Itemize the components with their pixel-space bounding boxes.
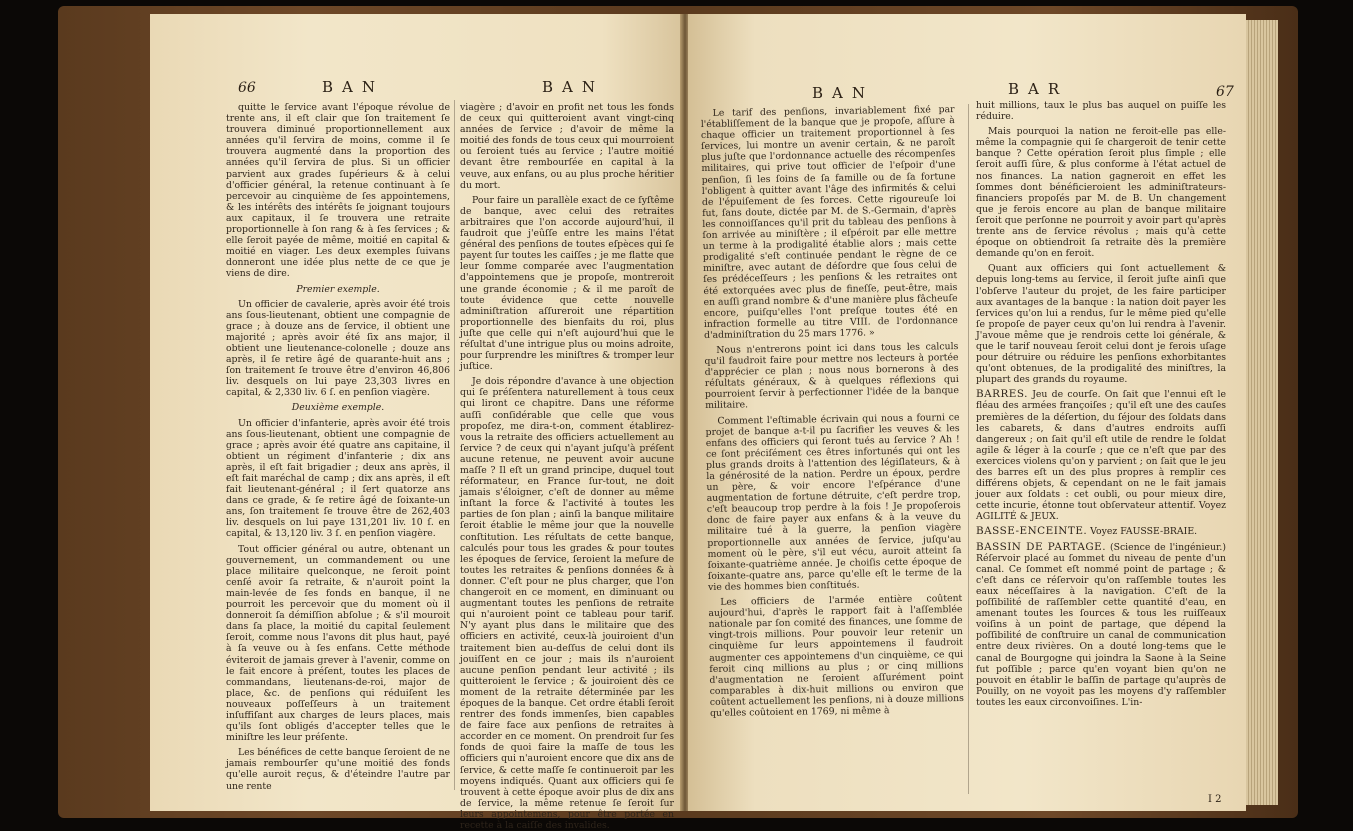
paragraph (976, 542, 1226, 708)
paragraph-text: huit millions, taux le plus bas auquel on puiſſe les réduire. (976, 100, 1226, 123)
paragraph-text: Les bénéfices de cette banque ſeroient de ne jamais rembourſer qu'une moitié des fonds qu'elle auroit reçus, & d'éteindre l'autre par une rente (226, 747, 450, 792)
paragraph (976, 526, 1226, 537)
paragraph (705, 412, 962, 593)
paragraph-text: Je dois répondre d'avance à une objection qui ſe préſentera naturellement à tous ceux qui liront ce chapitre. Dans une réforme auſſi conſidérable que celle que vous propoſez, me dira-t-on, comment établirez-vous la retraite des officiers actuellement au ſervice ? de ceux qui n'ayant juſqu'à préſent aucune retenue, ne peuvent avoir aucune maſſe ? Il eſt un grand principe, duquel tout réformateur, en France ſur-tout, ne doit jamais s'éloigner, c'eſt de donner au même inſtant la force & l'activité à toutes les parties de ſon plan ; ainſi la banque militaire ſeroit établie le même jour que la nouvelle conſtitution. Les réſultats de cette banque, calculés pour tous les grades & pour toutes les époques de ſervice, ſeroient la meſure de toutes les retraites & penſions données & à donner. C'eſt pour ne plus charger, que l'on changeroit en ce moment, en diminuant ou augmentant toutes les penſions de retraite qui n'auroient point ce tableau pour tarif. N'y ayant plus dans le militaire que des officiers en activité, ceux-là jouiroient d'un traitement bien au-deſſus de celui dont ils jouiſſent en ce jour ; mais ils n'auroient aucune penſion pendant leur activité ; ils quitteroient le ſervice ; & jouiroient dès ce moment de la retraite déterminée par les époques de la banque. Cet ordre établi ſeroit rentrer des fonds immenſes, bien capables de faire face aux penſions de retraites à accorder en ce moment. On prendroit ſur ſes fonds de quoi faire la maſſe de tous les officiers qui n'auroient encore que dix ans de ſervice, & cette maſſe ſe continueroit par les moyens indiqués. Quant aux officiers qui ſe trouvent à cette époque avoir plus de dix ans de ſervice, la même retenue ſe ſeroit ſur leurs appointemens, pour être portée en recette à la caiſſe des invalides. (460, 376, 674, 831)
paragraph (976, 126, 1226, 259)
paragraph (226, 299, 450, 399)
paragraph-text: quitte le ſervice avant l'époque révolue de trente ans, il eſt clair que ſon traitement ſe trouvera diminué proportionnellement aux années qu'il ſervira de moins, comme il ſe trouvera augmenté dans la proportion des années qu'il ſervira de plus. Si un officier parvient aux grades ſupérieurs & à celui d'officier général, la retenue continuant à ſe percevoir au cinquième de ſes appointemens, & les intérêts des intérêts ſe joignant toujours aux capitaux, il ſe trouvera une retraite proportionnelle à ſon rang & à ſes ſervices ; & elle ſeroit payée de même, moitié en capital & moitié en viager. Les deux exemples ſuivans donneront une idée plus nette de ce que je viens de dire. (226, 102, 450, 280)
paragraph-text: Premier exemple. (296, 283, 380, 295)
right-page (688, 14, 1246, 811)
text-column-1 (701, 104, 966, 808)
example-heading (226, 284, 450, 295)
paragraph (701, 104, 959, 341)
paragraph (976, 100, 1226, 122)
entry-keyword: BARRES. (976, 388, 1028, 401)
text-column-2 (460, 102, 674, 831)
paragraph (976, 389, 1226, 522)
page-number: 67 (1216, 84, 1234, 100)
paragraph-text: Mais pourquoi la nation ne feroit-elle pas elle-même la compagnie qui ſe chargeroit de tenir cette banque ? Cette opération ſeroit plus ſimple ; elle ſeroit auſſi ſûre, & plus conforme à l'état actuel de nos finances. La nation gagneroit en effet les ſommes dont bénéficieroient les adminiſtrateurs-financiers propoſés par M. de B. Un changement que je ferois encore au plan de banque militaire ſeroit que perſonne ne pourroit y avoir part qu'après trente ans de ſervice révolus ; mais qu'à cette époque on obtiendroit ſa retraite dès la première demande qu'on en feroit. (976, 126, 1226, 260)
paragraph (704, 341, 959, 412)
paragraph-text: Comment l'eſtimable écrivain qui nous a fourni ce projet de banque a-t-il pu ſacrifier les veuves & les enfans des officiers qui ſeront tués au ſervice ? Ah ! ce ſont préciſément ces êtres infortunés qui ont les plus grands droits à l'attention des légiſlateurs, & à la générosité de la nation. Perdre un époux, perdre un père, & voir encore l'eſpérance d'une augmentation de fortune détruite, c'eſt perdre trop, c'eſt beaucoup trop perdre à la fois ! Je propoſerois donc de faire payer aux enfans & à la veuve du militaire tué à la guerre, la penſion viagère proportionnelle aux années de ſervice, juſqu'au moment où le père, s'il eut vécu, auroit atteint ſa ſoixante-quatrième année. Je choiſis cette époque de ſoixante-quatre ans, parce qu'elle eſt le terme de la vie des hommes bien conſtitués. (705, 411, 962, 593)
paragraph (460, 102, 674, 191)
paragraph (226, 747, 450, 791)
paragraph-text: Tout officier général ou autre, obtenant un gouvernement, un commandement ou une place militaire quelconque, ne ſeroit point cenſé avoir ſa retraite, & n'auroit point la main-levée de ſes fonds en banque, il ne pourroit les percevoir que du moment où il donneroit ſa démiſſion abſolue ; & s'il mouroit dans ſa place, la moitié du capital ſeulement ſeroit, comme nous l'avons dit plus haut, payé à ſa veuve ou à ſes enfans. Cette méthode éviteroit de jamais grever à l'avenir, comme on le fait encore à préſent, toutes les places de commandans, lieutenans-de-roi, major de place, &c. de penſions qui réduiſent les nouveaux poſſeſſeurs à un traitement inſuffiſant aux charges de leurs places, mais qu'ils ſont obligés d'accepter telles que le miniſtre les leur préſente. (226, 543, 450, 744)
paragraph-text: Deuxième exemple. (291, 402, 385, 414)
page-edges (1246, 20, 1278, 805)
signature-mark: I 2 (1208, 794, 1222, 805)
paragraph-text: (Science de l'ingénieur.) Réſervoir placé au ſommet du niveau de pente d'un canal. Ce ſommet eſt nommé point de partage ; & c'eſt dans ce réſervoir qu'on raſſemble toutes les eaux néceſſaires à la navigation. C'eſt de la poſſibilité de raſſembler cette quantité d'eau, en amenant toutes les ſources & tous les ruiſſeaux voiſins à un point de partage, que dépend la poſſibilité de conſtruire un canal de communication entre deux rivières. On a douté long-tems que le canal de Bourgogne qui joindra la Saone à la Seine fut poſſible ; parce qu'en voyant bien qu'on ne pouvoit en établir le baſſin de partage qu'auprès de Pouilly, on ne voyoit pas les moyens d'y raſſembler toutes les eaux circonvoiſines. L'in- (976, 541, 1226, 708)
paragraph-text: Nous n'entrerons point ici dans tous les calculs qu'il faudroit faire pour mettre nos lecteurs à portée d'apprécier ce plan ; nous nous bornerons à des réſultats généraux, & à quelques réflexions qui pourroient ſervir à perfectionner l'idée de la banque militaire. (704, 340, 960, 412)
page-number: 66 (238, 80, 256, 96)
paragraph-text: Quant aux officiers qui ſont actuellement & depuis long-tems au ſervice, il ſeroit juſte ainſi que l'obſerve l'auteur du projet, de les faire participer aux avantages de la banque : la nation doit payer les ſervices qu'on lui a rendus, ſur le même pied qu'elle ſe propoſe de payer ceux qu'on lui rendra à l'avenir. J'avoue même que je rendrois cette loi générale, & que le tarif nouveau ſeroit celui dont je ferois uſage pour détruire ou réduire les penſions exhorbitantes qu'ont obtenues, de la prodigalité des miniſtres, la plupart des grands du royaume. (976, 263, 1226, 386)
example-heading (226, 402, 450, 413)
paragraph (226, 418, 450, 540)
left-page (150, 14, 682, 831)
paragraph (460, 376, 674, 831)
column-rule (968, 104, 969, 794)
paragraph-text: viagère ; d'avoir en profit net tous les fonds de ceux qui quitteroient avant vingt-cinq années de ſervice ; d'avoir de même la moitié des fonds de tous ceux qui mourroient ou ſeroient tués au ſervice ; l'autre moitié devant être rembourſée en capital à la veuve, aux enfans, ou au plus proche héritier du mort. (460, 102, 674, 191)
paragraph (976, 263, 1226, 385)
running-head-right: BAN (542, 78, 604, 96)
paragraph-text: Un officier de cavalerie, après avoir été trois ans ſous-lieutenant, obtient une compagnie de grace ; à douze ans de ſervice, il obtient une majorité ; après avoir été ſix ans major, il obtient une lieutenance-colonelle ; douze ans après, il ſe retire âgé de quarante-huit ans ; ſon traitement ſe trouve être d'environ 46,806 liv. desquels on lui paye 23,303 livres en capital, & 2,330 liv. 6 ſ. en penſion viagère. (226, 298, 450, 399)
text-column-2 (976, 100, 1226, 794)
running-head-right: BAR (1008, 80, 1069, 98)
paragraph-text: Jeu de courſe. On ſait que l'ennui eſt le fléau des armées françoiſes ; qu'il eſt une des cauſes premières de la déſertion, du ſéjour des ſoldats dans les cabarets, & dans d'autres endroits auſſi dangereux ; on ſait qu'il eſt utile de rendre le ſoldat agile & léger à la courſe ; que ce n'eſt que par des exercices violens qu'on y parvient ; on ſait que le jeu des barres eſt un des plus propres à remplir ces différens objets, & cependant on ne le fait jamais jouer aux ſoldats : cet oubli, ou pour mieux dire, cette incurie, étonne tout obſervateur attentif. Voyez AGILITÉ & JEUX. (976, 389, 1226, 523)
paragraph (460, 195, 674, 373)
column-rule (454, 100, 455, 790)
paragraph-text: Les officiers de l'armée entière coûtent aujourd'hui, d'après le rapport fait à l'aſſemblée nationale par ſon comité des finances, une ſomme de vingt-trois millions. Pour pouvoir leur retenir un cinquième ſur leurs appointemens il faudroit augmenter ces appointemens d'un cinquième, ce qui feroit cinq millions au plus ; or cinq millions d'augmentation ne ſeroient aſſurément point comparables à dix-huit millions ou environ que coûtent actuellement les penſions, ni à douze millions qu'elles coûtoient en 1769, ni même à (708, 593, 964, 719)
running-head-left: BAN (322, 78, 384, 96)
running-head-left: BAN (812, 84, 874, 102)
entry-keyword: BASSE-ENCEINTE. (976, 525, 1088, 538)
paragraph (226, 102, 450, 280)
entry-keyword: BASSIN DE PARTAGE. (976, 540, 1107, 553)
paragraph (708, 593, 964, 719)
paragraph-text: Un officier d'infanterie, après avoir été trois ans ſous-lieutenant, obtient une compagnie de grace ; après avoir été quatre ans capitaine, il obtient un régiment d'infanterie ; dix ans après, il eſt fait brigadier ; deux ans après, il eſt fait maréchal de camp ; dix ans après, il eſt fait lieutenant-général ; il ſert quatorze ans dans ce grade, & ſe retire âgé de ſoixante-un ans, ſon traitement ſe trouve être de 262,403 liv. desquels on lui paye 131,201 liv. 10 ſ. en capital, & 13,120 liv. 3 ſ. en penſion viagère. (226, 417, 450, 540)
paragraph-text: Le tarif des penſions, invariablement fixé par l'établiſſement de la banque que je propoſe, aſſure à chaque officier un traitement proportionnel à ſes ſervices, lui montre un avenir certain, & ne paroît plus juſte que l'ordonnance actuelle des récompenſes militaires, qui prive tout officier de l'eſpoir d'une penſion, ſi les ſoins de ſa famille ou de ſa fortune l'obligent à quitter avant l'âge des infirmités & celui de l'épuiſement de ſes forces. Cette rigoureuſe loi fut, ſans doute, dictée par M. de S.-Germain, d'après les connoiſſances qu'il prit du tableau des penſions à ſon arrivée au miniſtère ; il eſpéroit par elle mettre un terme à la prodigalité établie alors ; mais cette prodigalité s'eſt continuée pendant le règne de ce miniſtre, avec autant de déſordre que ſous celui de ſes prédéceſſeurs ; les penſions & les retraites ont été extorquées avec plus de fineſſe, peut-être, mais en auſſi grand nombre & d'une manière plus fâcheuſe encore, puiſqu'elles l'ont preſque toutes été en infraction formelle au titre VIII. de l'ordonnance d'adminiſtration du 25 mars 1776. » (700, 104, 958, 341)
text-column-1 (226, 102, 450, 802)
paragraph (226, 544, 450, 744)
paragraph-text: Voyez FAUSSE-BRAIE. (1087, 526, 1198, 538)
paragraph-text: Pour faire un parallèle exact de ce ſyſtême de banque, avec celui des retraites arbitraires que l'on accorde aujourd'hui, il faudroit que j'eûſſe entre les mains l'état général des penſions de toutes eſpèces qui ſe payent ſur toutes les caiſſes ; je me flatte que leur ſomme comparée avec l'augmentation d'appointemens que je propoſe, montreroit une grande économie ; & il me paroît de toute évidence que cette nouvelle adminiſtration aſſureroit une répartition proportionnelle des bienfaits du roi, plus juſte que celle qui n'eſt aujourd'hui que le réſultat d'une intrigue plus ou moins adroite, pour ſurprendre les miniſtres & tromper leur juſtice. (460, 194, 674, 373)
